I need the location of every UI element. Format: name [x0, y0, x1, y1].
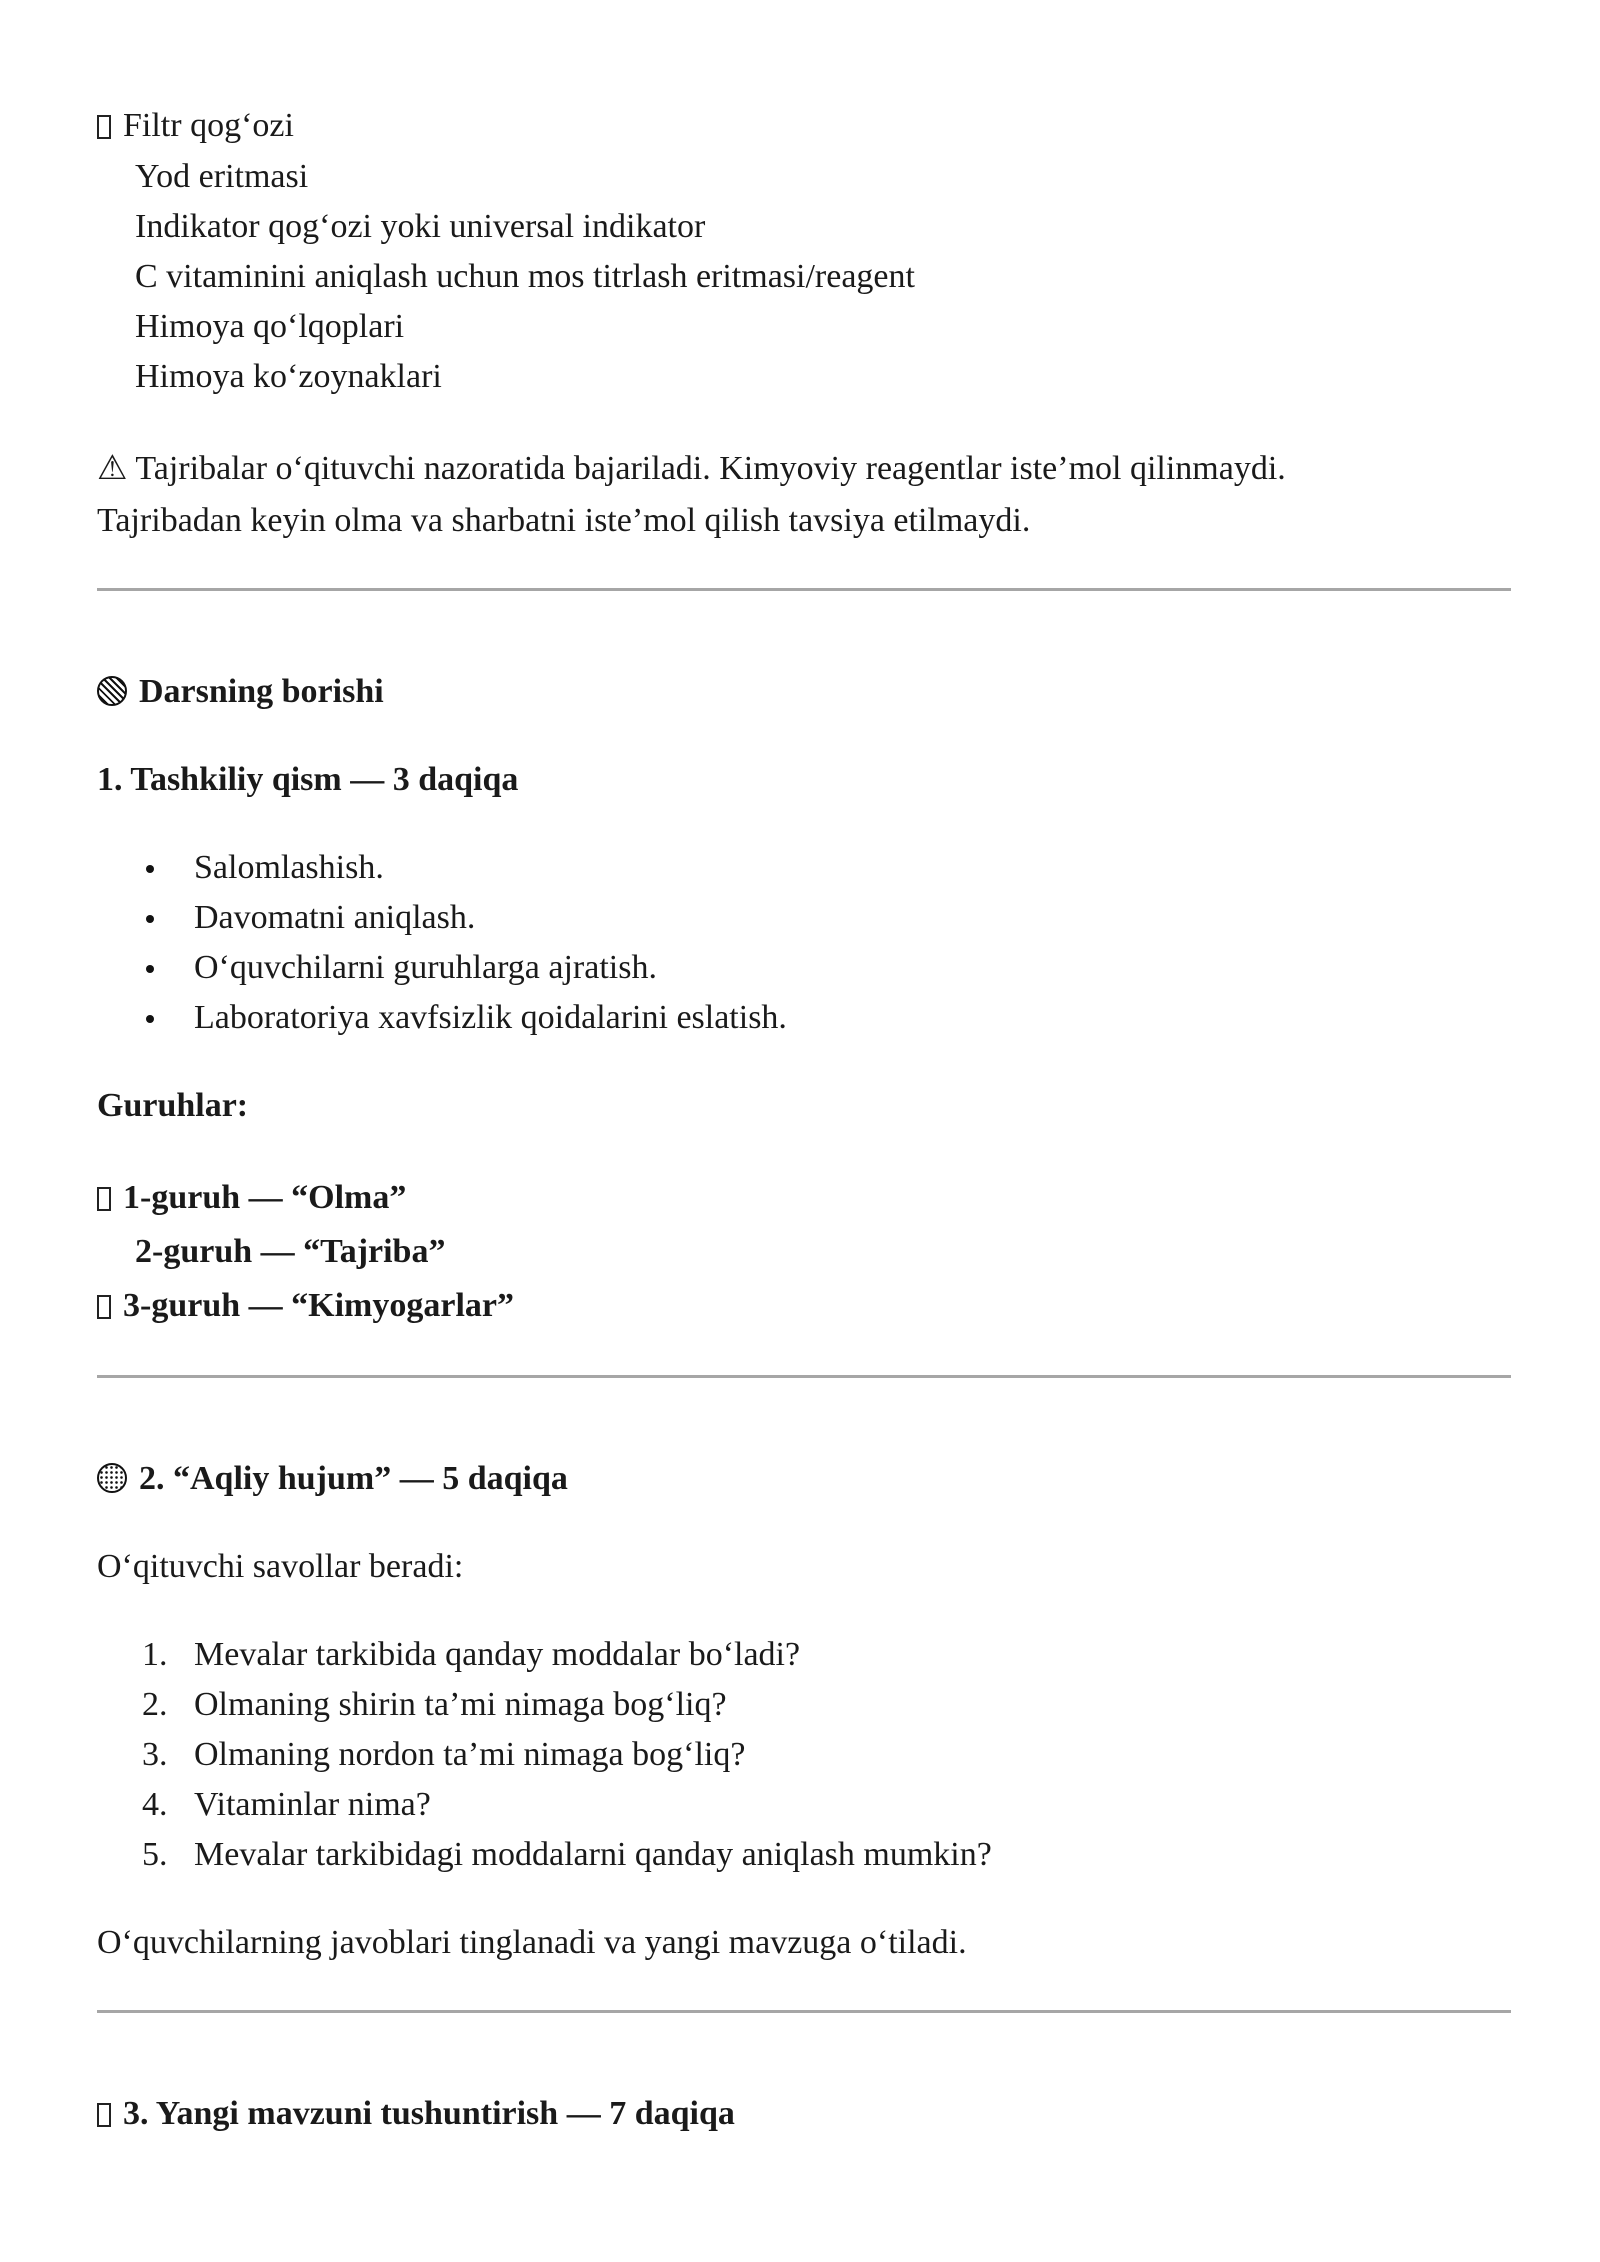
section-divider: [97, 588, 1511, 591]
list-item: Laboratoriya xavfsizlik qoidalarini eslatish.: [97, 993, 1511, 1043]
group-item: 3-guruh — “Kimyogarlar”: [97, 1279, 1511, 1333]
missing-glyph-icon: [97, 1187, 111, 1211]
questions-list: [97, 1630, 1511, 1880]
missing-glyph-icon: [97, 2103, 111, 2127]
section-1-heading: 1. Tashkiliy qism — 3 daqiqa: [97, 761, 519, 798]
list-item: 5. Mevalar tarkibidagi moddalarni qanday aniqlash mumkin?: [142, 1836, 992, 1873]
group-item: 1-guruh — “Olma”: [97, 1171, 1511, 1225]
materials-item: Indikator qog‘ozi yoki universal indikator: [135, 208, 706, 245]
list-item: 4. Vitaminlar nima?: [142, 1786, 431, 1823]
materials-item-filter-paper: Filtr qog‘ozi: [97, 100, 1511, 152]
list-item: Salomlashish.: [97, 843, 1511, 893]
missing-glyph-icon: [97, 115, 111, 139]
section-divider: [97, 1375, 1511, 1378]
section-divider: [97, 2010, 1511, 2013]
list-item: 2. Olmaning shirin ta’mi nimaga bog‘liq?: [142, 1686, 727, 1723]
document-page: [97, 100, 1511, 2139]
warning-text-line-2: Tajribadan keyin olma va sharbatni iste’mol qilish tavsiya etilmaydi.: [97, 502, 1031, 539]
materials-item: Yod eritmasi: [135, 158, 309, 195]
dotted-circle-icon: [97, 1463, 127, 1493]
list-item: Davomatni aniqlash.: [97, 893, 1511, 943]
lesson-heading: Darsning borishi: [97, 667, 1511, 717]
group-item: 2-guruh — “Tajriba”: [135, 1233, 446, 1270]
missing-glyph-icon: [97, 1295, 111, 1319]
list-item: O‘quvchilarni guruhlarga ajratish.: [97, 943, 1511, 993]
materials-item: C vitaminini aniqlash uchun mos titrlash eritmasi/reagent: [135, 258, 915, 295]
safety-warning: [97, 444, 1511, 546]
hatched-circle-icon: [97, 676, 127, 706]
list-item: 1. Mevalar tarkibida qanday moddalar bo‘ladi?: [142, 1636, 801, 1673]
list-item: 3. Olmaning nordon ta’mi nimaga bog‘liq?: [142, 1736, 746, 1773]
section-2-intro: O‘qituvchi savollar beradi:: [97, 1548, 464, 1585]
materials-item: Himoya ko‘zoynaklari: [135, 358, 442, 395]
groups-label: Guruhlar:: [97, 1087, 249, 1124]
warning-text-line-1: Tajribalar o‘qituvchi nazoratida bajariladi. Kimyoviy reagentlar iste’mol qilinmaydi.: [135, 450, 1286, 487]
section-2-heading: 2. “Aqliy hujum” — 5 daqiqa: [97, 1454, 1511, 1504]
warning-icon: ⚠: [97, 450, 128, 487]
section-2-outro: O‘quvchilarning javoblari tinglanadi va yangi mavzuga o‘tiladi.: [97, 1924, 967, 1961]
section-3-heading: 3. Yangi mavzuni tushuntirish — 7 daqiqa: [97, 2089, 1511, 2139]
materials-item: Himoya qo‘lqoplari: [135, 308, 405, 345]
section-1-bullet-list: [97, 843, 1511, 1043]
